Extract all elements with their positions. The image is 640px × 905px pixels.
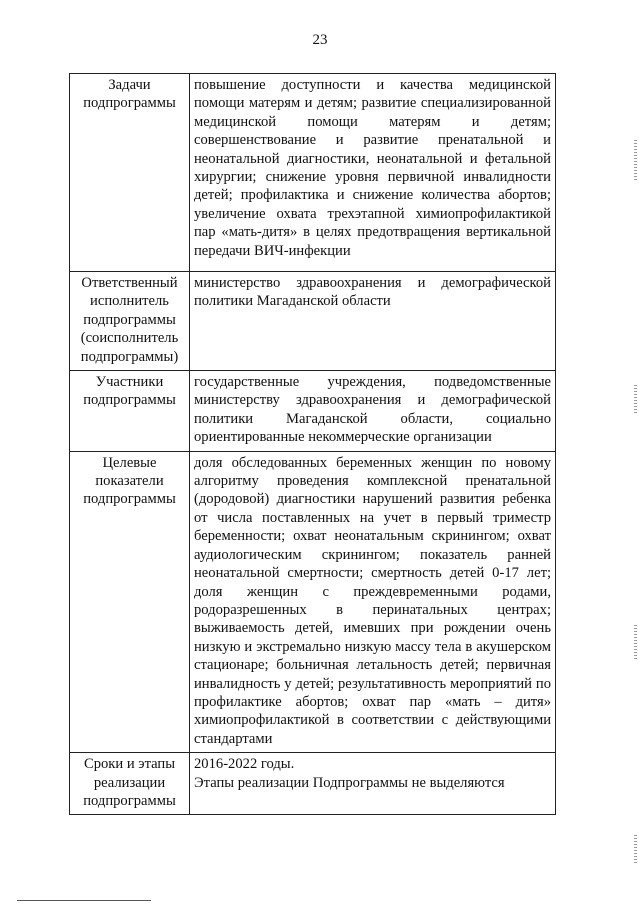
table-row xyxy=(70,753,556,815)
row-value-responsible-executor: министерство здравоохранения и демографической политики Магаданской области xyxy=(190,272,556,371)
scan-edge-mark xyxy=(634,625,637,660)
table-row xyxy=(70,451,556,753)
row-label-terms-and-stages: Сроки и этапы реализации подпрограммы xyxy=(70,753,190,815)
row-value-terms-and-stages xyxy=(190,753,556,815)
terms-years: 2016-2022 годы. xyxy=(194,756,295,773)
row-value-target-indicators: доля обследованных беременных женщин по новому алгоритму проведения комплексной пренатальной (дородовой) диагностики нарушений развития ребенка от числа поставленных на учет в первый триместр беременности; охват неонатальным скринингом; охват аудиологическим скринингом; показатель ранней неонатальной смертности; смертность детей 0-17 лет; доля женщин с преждевременными родами, родоразрешенных в перинатальных центрах; выживаемость детей, имевших при рождении очень низкую и экстремально низкую массу тела в акушерском стационаре; больничная летальность детей; первичная инвалидность у детей; результативность мероприятий по профилактике абортов; охват пар «мать – дитя» химиопрофилактикой в соответствии с действующими стандартами xyxy=(190,451,556,753)
scan-edge-mark xyxy=(634,385,637,415)
table-row xyxy=(70,74,556,272)
row-label-responsible-executor: Ответственный исполнитель подпрограммы (соисполнитель подпрограммы) xyxy=(70,272,190,371)
scan-edge-mark xyxy=(634,835,637,865)
row-value-tasks: повышение доступности и качества медицинской помощи матерям и детям; развитие специализированной медицинской помощи матерям и детям; совершенствование и развитие пренатальной и неонатальной диагностики, неонатальной и фетальной хирургии; снижение уровня первичной инвалидности детей; профилактика и снижение количества абортов; увеличение охвата трехэтапной химиопрофилактикой пар «мать-дитя» в целях предотвращения вертикальной передачи ВИЧ-инфекции xyxy=(190,74,556,272)
subprogram-passport-table xyxy=(69,73,556,815)
row-label-target-indicators: Целевые показатели подпрограммы xyxy=(70,451,190,753)
footnote-separator xyxy=(17,900,151,901)
terms-stages-note: Этапы реализации Подпрограммы не выделяются xyxy=(194,774,505,791)
row-label-participants: Участники подпрограммы xyxy=(70,371,190,452)
page-number: 23 xyxy=(312,32,328,48)
row-label-tasks: Задачи подпрограммы xyxy=(70,74,190,272)
scan-edge-mark xyxy=(634,140,637,180)
table-row xyxy=(70,371,556,452)
table-row xyxy=(70,272,556,371)
row-value-participants: государственные учреждения, подведомственные министерству здравоохранения и демографической политики Магаданской области, социально ориентированные некоммерческие организации xyxy=(190,371,556,452)
